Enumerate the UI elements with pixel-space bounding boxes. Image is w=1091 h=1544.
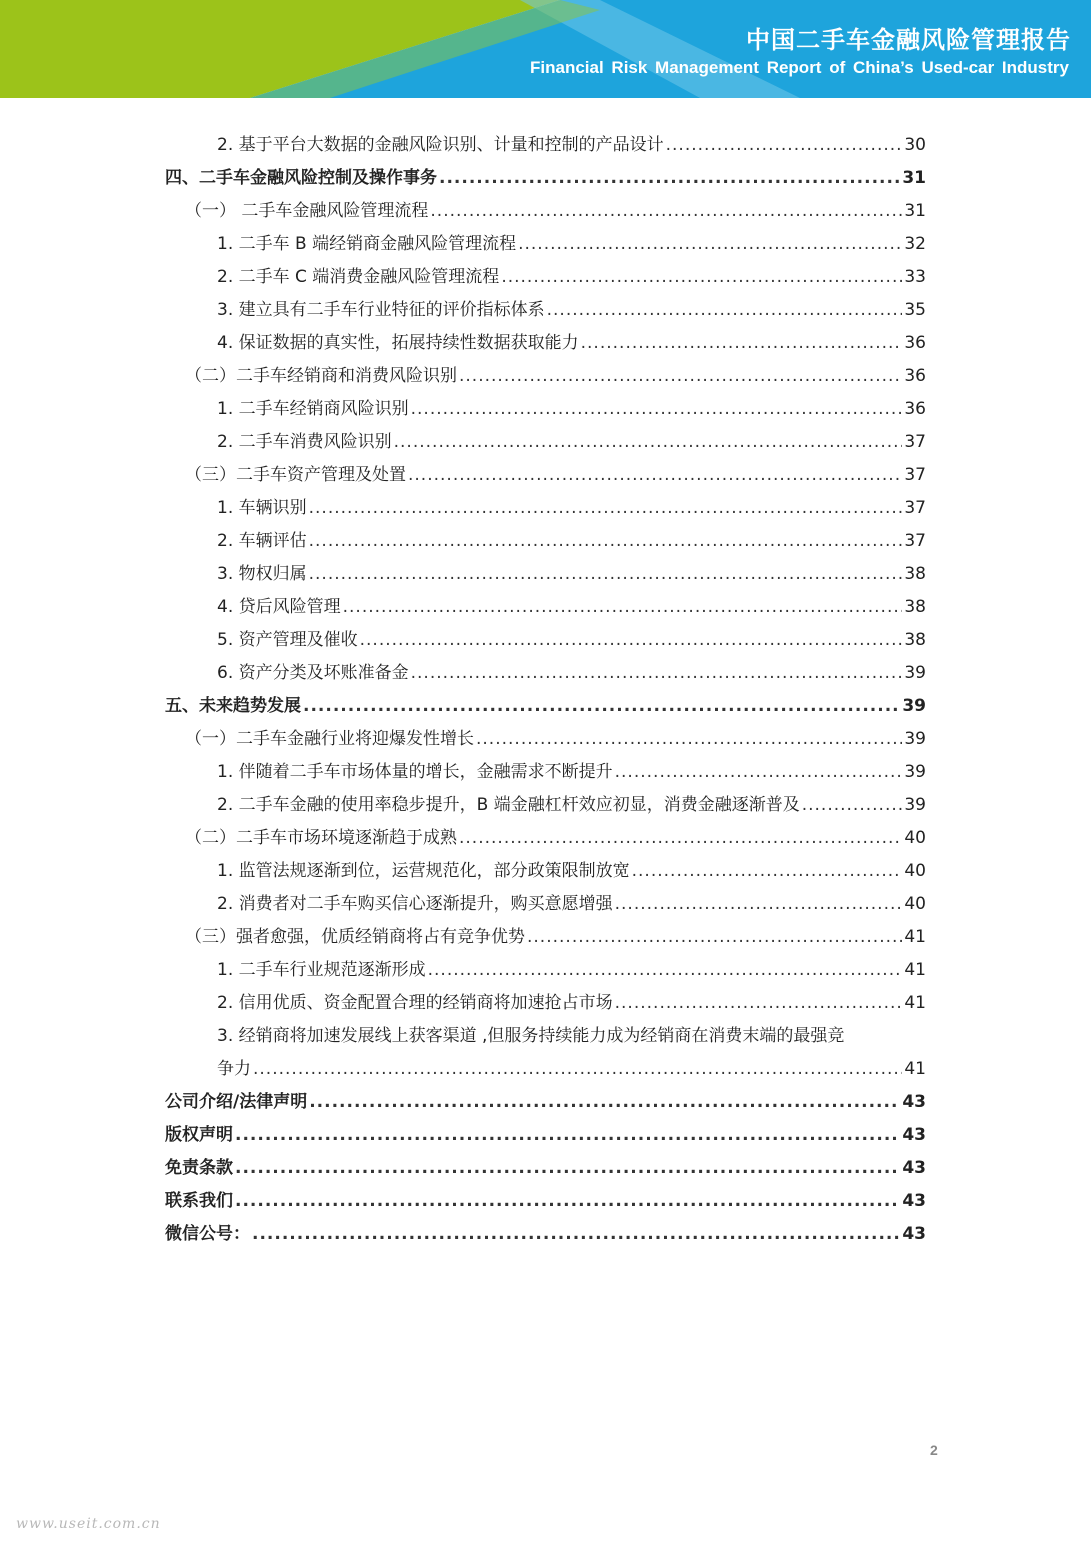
toc-entry-title: 1. 监管法规逐渐到位，运营规范化，部分政策限制放宽 [217, 861, 630, 881]
toc-leader-dots [501, 261, 902, 294]
toc-entry-title: 1. 伴随着二手车市场体量的增长，金融需求不断提升 [217, 762, 613, 782]
toc-section-entry[interactable] [165, 822, 926, 855]
toc-leader-dots [309, 558, 903, 591]
toc-entry-page: 35 [904, 300, 926, 320]
toc-leader-dots [666, 129, 903, 162]
toc-leader-dots [235, 1152, 900, 1185]
toc-entry-page: 32 [904, 234, 926, 254]
toc-chapter-entry[interactable] [165, 1152, 926, 1185]
toc-entry-title: 四、二手车金融风险控制及操作事务 [165, 168, 437, 188]
toc-leader-dots [615, 888, 903, 921]
toc-entry-page: 40 [904, 861, 926, 881]
toc-entry-page: 43 [902, 1158, 926, 1178]
toc-entry-page: 37 [904, 465, 926, 485]
toc-entry[interactable] [165, 525, 926, 558]
toc-entry[interactable] [165, 987, 926, 1020]
toc-leader-dots [235, 1185, 900, 1218]
toc-entry-title: 2. 二手车金融的使用率稳步提升，B 端金融杠杆效应初显，消费金融逐渐普及 [217, 795, 800, 815]
toc-entry-continued[interactable] [165, 1053, 926, 1086]
toc-entry-title: 3. 建立具有二手车行业特征的评价指标体系 [217, 300, 545, 320]
toc-entry-page: 30 [904, 135, 926, 155]
toc-entry-page: 36 [904, 366, 926, 386]
toc-entry[interactable] [165, 954, 926, 987]
page-number: 2 [930, 1442, 938, 1458]
toc-entry-title: 5. 资产管理及催收 [217, 630, 358, 650]
toc-leader-dots [547, 294, 903, 327]
toc-section-entry[interactable] [165, 459, 926, 492]
toc-entry-page: 39 [904, 663, 926, 683]
toc-leader-dots [408, 459, 902, 492]
toc-leader-dots [309, 492, 903, 525]
toc-entry-page: 37 [904, 531, 926, 551]
toc-entry-page: 39 [902, 696, 926, 716]
toc-entry-title: 6. 资产分类及坏账准备金 [217, 663, 409, 683]
toc-chapter-entry[interactable] [165, 690, 926, 723]
toc-entry[interactable] [165, 624, 926, 657]
toc-entry-page: 41 [904, 1059, 926, 1079]
toc-entry-title: 3. 物权归属 [217, 564, 307, 584]
toc-entry-page: 39 [904, 762, 926, 782]
toc-entry-page: 36 [904, 399, 926, 419]
toc-entry-page: 39 [904, 795, 926, 815]
toc-entry-page: 36 [904, 333, 926, 353]
toc-leader-dots [476, 723, 902, 756]
toc-entry-title: 微信公号： [165, 1224, 250, 1244]
toc-entry-page: 38 [904, 564, 926, 584]
toc-entry-page: 43 [902, 1191, 926, 1211]
toc-entry-page: 31 [904, 201, 926, 221]
toc-entry-page: 41 [904, 993, 926, 1013]
toc-entry-title: 版权声明 [165, 1125, 233, 1145]
toc-leader-dots [632, 855, 903, 888]
toc-entry-title: （二）二手车经销商和消费风险识别 [185, 366, 457, 386]
toc-entry-page: 43 [902, 1092, 926, 1112]
toc-chapter-entry[interactable] [165, 1086, 926, 1119]
toc-entry[interactable] [165, 426, 926, 459]
toc-chapter-entry[interactable] [165, 1185, 926, 1218]
toc-leader-dots [615, 987, 903, 1020]
toc-chapter-entry[interactable] [165, 1218, 926, 1251]
report-title: 中国二手车金融风险管理报告 [746, 26, 1071, 54]
toc-entry-page: 43 [902, 1224, 926, 1244]
toc-entry-title: （三）强者愈强，优质经销商将占有竞争优势 [185, 927, 525, 947]
toc-leader-dots [303, 690, 900, 723]
toc-leader-dots [309, 525, 903, 558]
toc-entry-title: 2. 二手车 C 端消费金融风险管理流程 [217, 267, 500, 287]
toc-entry[interactable] [165, 756, 926, 789]
watermark-text: www.useit.com.cn [16, 1516, 161, 1532]
toc-leader-dots [428, 954, 903, 987]
toc-entry-title: 联系我们 [165, 1191, 233, 1211]
toc-entry-page: 39 [904, 729, 926, 749]
toc-leader-dots [411, 393, 903, 426]
toc-leader-dots [343, 591, 903, 624]
toc-entry-title: （三）二手车资产管理及处置 [185, 465, 406, 485]
toc-entry-title-continued: 争力 [217, 1059, 251, 1079]
toc-leader-dots [615, 756, 903, 789]
toc-entry-title: 免责条款 [165, 1158, 233, 1178]
toc-leader-dots [459, 360, 902, 393]
page-header [0, 0, 1091, 98]
toc-entry-title: 3. 经销商将加速发展线上获客渠道 ,但服务持续能力成为经销商在消费末端的最强竞 [217, 1026, 845, 1046]
toc-entry-title: 1. 二手车行业规范逐渐形成 [217, 960, 426, 980]
toc-entry[interactable] [165, 261, 926, 294]
toc-entry-page: 37 [904, 432, 926, 452]
toc-entry[interactable] [165, 888, 926, 921]
toc-leader-dots [253, 1053, 902, 1086]
toc-entry[interactable] [165, 228, 926, 261]
toc-leader-dots [439, 162, 900, 195]
toc-entry-title: 1. 二手车经销商风险识别 [217, 399, 409, 419]
toc-leader-dots [581, 327, 903, 360]
toc-entry[interactable] [165, 1020, 926, 1053]
toc-section-entry[interactable] [165, 921, 926, 954]
toc-entry-title: 2. 基于平台大数据的金融风险识别、计量和控制的产品设计 [217, 135, 664, 155]
toc-entry[interactable] [165, 855, 926, 888]
toc-entry-page: 41 [904, 927, 926, 947]
toc-entry[interactable] [165, 294, 926, 327]
toc-leader-dots [518, 228, 902, 261]
toc-entry-page: 38 [904, 597, 926, 617]
toc-leader-dots [411, 657, 903, 690]
toc-entry-title: 4. 贷后风险管理 [217, 597, 341, 617]
toc-entry-title: 1. 二手车 B 端经销商金融风险管理流程 [217, 234, 517, 254]
toc-entry-title: 2. 二手车消费风险识别 [217, 432, 392, 452]
toc-section-entry[interactable] [165, 195, 926, 228]
toc-entry-title: （一） 二手车金融风险管理流程 [185, 201, 429, 221]
table-of-contents [165, 129, 926, 1251]
toc-chapter-entry[interactable] [165, 162, 926, 195]
toc-entry-title: （一）二手车金融行业将迎爆发性增长 [185, 729, 474, 749]
toc-entry[interactable] [165, 492, 926, 525]
toc-entry-title: 2. 信用优质、资金配置合理的经销商将加速抢占市场 [217, 993, 613, 1013]
toc-entry-title: （二）二手车市场环境逐渐趋于成熟 [185, 828, 457, 848]
toc-leader-dots [235, 1119, 900, 1152]
toc-entry-page: 37 [904, 498, 926, 518]
toc-leader-dots [527, 921, 902, 954]
toc-leader-dots [309, 1086, 900, 1119]
toc-entry-page: 40 [904, 894, 926, 914]
toc-leader-dots [459, 822, 902, 855]
toc-entry[interactable] [165, 558, 926, 591]
toc-entry-page: 31 [902, 168, 926, 188]
toc-entry-title: 公司介绍/法律声明 [165, 1092, 308, 1112]
toc-entry-page: 41 [904, 960, 926, 980]
toc-section-entry[interactable] [165, 360, 926, 393]
toc-entry-page: 38 [904, 630, 926, 650]
toc-entry[interactable] [165, 657, 926, 690]
toc-entry[interactable] [165, 591, 926, 624]
toc-entry-title: 4. 保证数据的真实性，拓展持续性数据获取能力 [217, 333, 579, 353]
toc-entry[interactable] [165, 789, 926, 822]
toc-entry-page: 43 [902, 1125, 926, 1145]
toc-entry[interactable] [165, 129, 926, 162]
toc-entry-title: 2. 车辆评估 [217, 531, 307, 551]
toc-entry[interactable] [165, 327, 926, 360]
toc-entry[interactable] [165, 393, 926, 426]
toc-leader-dots [360, 624, 903, 657]
toc-section-entry[interactable] [165, 723, 926, 756]
report-subtitle: Financial Risk Management Report of China’s Used-car Industry [530, 58, 1069, 77]
toc-leader-dots [252, 1218, 900, 1251]
toc-chapter-entry[interactable] [165, 1119, 926, 1152]
toc-entry-title: 五、未来趋势发展 [165, 696, 301, 716]
toc-entry-page: 33 [904, 267, 926, 287]
toc-entry-title: 2. 消费者对二手车购买信心逐渐提升，购买意愿增强 [217, 894, 613, 914]
toc-entry-page: 40 [904, 828, 926, 848]
toc-entry-title: 1. 车辆识别 [217, 498, 307, 518]
toc-leader-dots [802, 789, 903, 822]
toc-leader-dots [430, 195, 902, 228]
toc-leader-dots [394, 426, 903, 459]
